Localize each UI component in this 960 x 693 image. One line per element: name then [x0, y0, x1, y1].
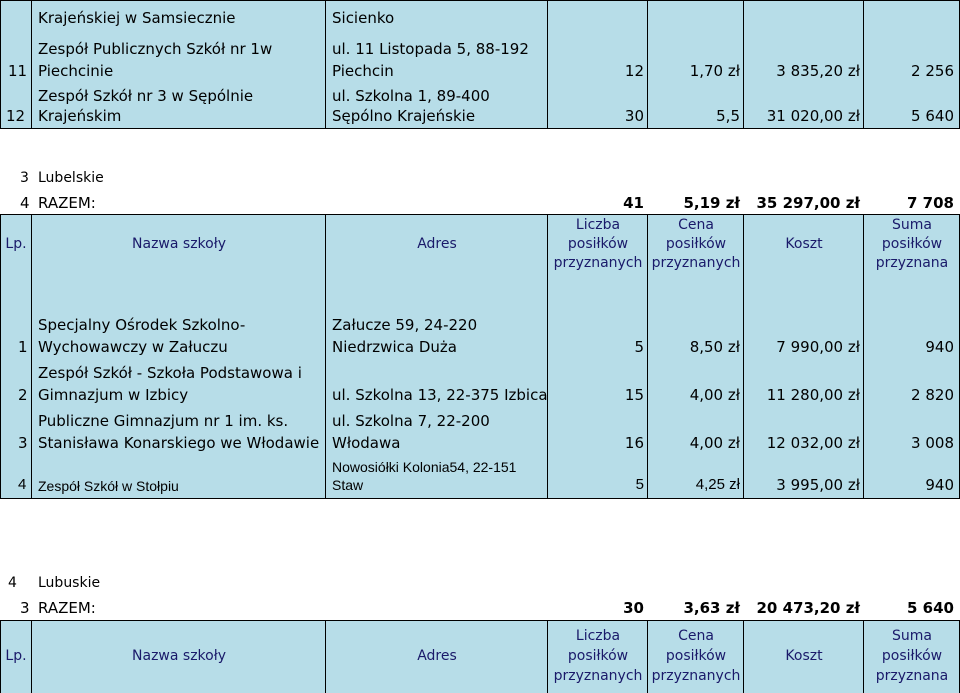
header-meal-count-line1: Liczba	[575, 217, 621, 233]
voivodeship-count: 3	[20, 170, 29, 186]
total-meals-sum: 5 640	[907, 599, 954, 617]
school-name-line1: Publiczne Gimnazjum nr 1 im. ks.	[38, 412, 289, 430]
header-address: Adres	[417, 236, 457, 252]
cost: 31 020,00 zł	[766, 107, 860, 125]
meal-price: 8,50 zł	[689, 338, 740, 356]
header-meal-count-line2: posiłków	[567, 236, 629, 252]
header-meals-total-line1: Suma	[892, 628, 932, 644]
table-row	[0, 408, 960, 457]
header-cost: Koszt	[785, 648, 823, 664]
school-name-line2: Piechcinie	[38, 62, 114, 80]
school-address-line1: Załucze 59, 24-220	[332, 316, 478, 334]
header-cost: Koszt	[785, 236, 823, 252]
school-address-line1: ul. 11 Listopada 5, 88-192	[332, 40, 529, 58]
voivodeship-count: 4	[8, 575, 17, 591]
voivodeship-name: Lubelskie	[38, 170, 104, 186]
header-school-name: Nazwa szkoły	[132, 236, 226, 252]
razem-number: 4	[20, 194, 30, 212]
school-name-line1: Specjalny Ośrodek Szkolno-	[38, 316, 246, 334]
header-meal-count-line2: posiłków	[567, 648, 629, 664]
table-row	[0, 358, 960, 409]
table-row	[0, 0, 960, 36]
table-row	[0, 456, 960, 499]
table-row	[0, 85, 960, 129]
header-meals-total-line2: posiłków	[881, 648, 943, 664]
average-meal-price: 3,63 zł	[683, 599, 740, 617]
school-name-line1: Zespół Szkół nr 3 w Sępólnie	[38, 87, 254, 105]
meals-total: 3 008	[911, 434, 954, 452]
meal-count: 12	[624, 62, 644, 80]
header-meal-price-line3: przyznanych	[651, 668, 741, 684]
meal-count: 30	[624, 107, 644, 125]
school-address-line1: ul. Szkolna 1, 89-400	[332, 87, 490, 105]
header-meals-total-line1: Suma	[892, 217, 932, 233]
header-meal-count-line3: przyznanych	[553, 668, 643, 684]
meals-total: 2 256	[911, 62, 954, 80]
school-name-line1: Zespół Szkół - Szkoła Podstawowa i	[38, 364, 302, 382]
school-address-line1: Nowosiółki Kolonia54, 22-151	[332, 459, 517, 475]
cost: 7 990,00 zł	[776, 338, 860, 356]
table-row	[0, 272, 960, 359]
row-number: 11	[8, 62, 28, 80]
meal-price: 4,00 zł	[689, 434, 740, 452]
header-meals-total-line3: przyznana	[875, 668, 949, 684]
total-meal-count: 30	[623, 599, 644, 617]
school-name-line2: Krajeńskim	[38, 107, 122, 125]
row-number: 3	[18, 434, 28, 452]
voivodeship-name: Lubuskie	[38, 575, 101, 591]
meal-price: 5,5	[716, 107, 740, 125]
header-address: Adres	[417, 648, 457, 664]
school-address: ul. Szkolna 13, 22-375 Izbica	[332, 386, 548, 404]
header-meal-price-line2: posiłków	[665, 236, 727, 252]
row-number: 4	[18, 476, 27, 493]
school-address-line2: Niedrzwica Duża	[332, 338, 457, 356]
meal-price: 4,00 zł	[689, 386, 740, 404]
table-header-row	[0, 620, 960, 693]
header-meals-total-line2: posiłków	[881, 236, 943, 252]
row-number: 1	[18, 338, 28, 356]
cost: 12 032,00 zł	[766, 434, 860, 452]
school-address-line2: Piechcin	[332, 62, 394, 80]
meals-total: 5 640	[911, 107, 954, 125]
table-header-row	[0, 214, 960, 274]
row-number: 2	[18, 386, 28, 404]
header-meal-price-line3: przyznanych	[651, 255, 741, 271]
meal-price: 1,70 zł	[689, 62, 740, 80]
meals-total: 2 820	[911, 386, 954, 404]
razem-label: RAZEM:	[38, 194, 96, 212]
meals-total: 940	[925, 338, 954, 356]
school-name-line1: Zespół Publicznych Szkół nr 1w	[38, 40, 273, 58]
razem-number: 3	[20, 599, 30, 617]
meal-price: 4,25 zł	[695, 476, 740, 493]
header-meals-total-line3: przyznana	[875, 255, 949, 271]
header-meal-price-line1: Cena	[678, 628, 714, 644]
row-number: 12	[6, 107, 26, 125]
header-lp: Lp.	[5, 648, 27, 664]
header-school-name: Nazwa szkoły	[132, 648, 226, 664]
school-name-line2: Wychowawczy w Załuczu	[38, 338, 228, 356]
cost: 3 995,00 zł	[776, 476, 860, 494]
school-name: Krajeńskiej w Samsiecznie	[38, 9, 236, 27]
header-meal-count-line3: przyznanych	[553, 255, 643, 271]
school-address-line2: Włodawa	[332, 434, 401, 452]
meal-count: 15	[624, 386, 644, 404]
cost: 3 835,20 zł	[776, 62, 860, 80]
header-meal-price-line2: posiłków	[665, 648, 727, 664]
cost: 11 280,00 zł	[766, 386, 860, 404]
header-meal-count-line1: Liczba	[575, 628, 621, 644]
meal-count: 16	[624, 434, 644, 452]
school-address-line1: ul. Szkolna 7, 22-200	[332, 412, 490, 430]
header-lp: Lp.	[5, 236, 27, 252]
school-address: Sicienko	[332, 9, 395, 27]
school-name-line2: Stanisława Konarskiego we Włodawie	[38, 434, 320, 452]
meal-count: 5	[634, 338, 644, 356]
table-row	[0, 34, 960, 86]
school-address-line2: Sępólno Krajeńskie	[332, 107, 476, 125]
average-meal-price: 5,19 zł	[683, 194, 740, 212]
school-name: Zespół Szkół w Stołpiu	[38, 478, 179, 494]
total-cost: 35 297,00 zł	[756, 194, 860, 212]
razem-label: RAZEM:	[38, 599, 96, 617]
meal-count: 5	[635, 476, 644, 493]
meals-total: 940	[925, 476, 954, 494]
total-meals-sum: 7 708	[907, 194, 954, 212]
total-meal-count: 41	[623, 194, 644, 212]
total-cost: 20 473,20 zł	[756, 599, 860, 617]
school-address-line2: Staw	[332, 477, 364, 493]
header-meal-price-line1: Cena	[678, 217, 714, 233]
school-name-line2: Gimnazjum w Izbicy	[38, 386, 189, 404]
